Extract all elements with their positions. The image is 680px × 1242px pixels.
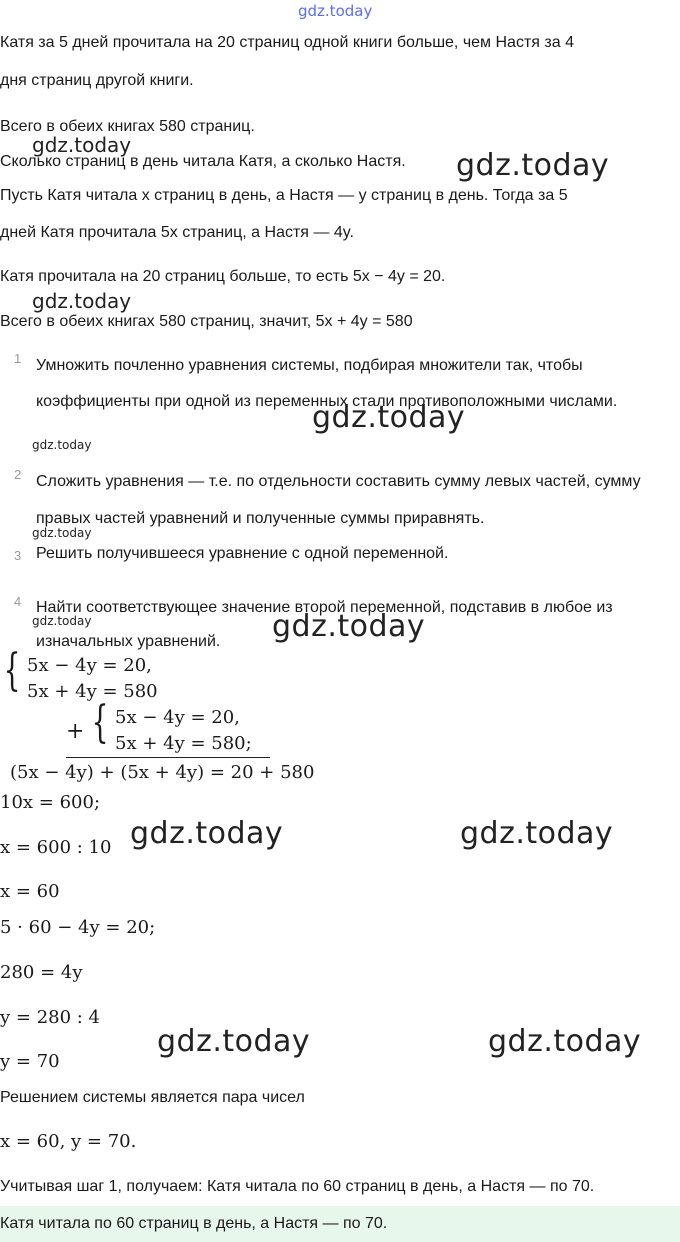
addition-equation-1: 5x − 4y = 20, bbox=[115, 707, 240, 728]
calc-line-6: y = 280 : 4 bbox=[0, 1007, 101, 1028]
solution-line-4: Всего в обеих книгах 580 страниц, значит, 5x + 4y = 580 bbox=[0, 313, 413, 330]
problem-line-4: Сколько страниц в день читала Катя, а сколько Настя. bbox=[0, 153, 406, 170]
watermark: gdz.today bbox=[32, 438, 92, 452]
watermark: gdz.today bbox=[456, 148, 610, 183]
watermark: gdz.today bbox=[32, 614, 92, 628]
answer-box bbox=[0, 1206, 680, 1242]
system-equation-1: 5x − 4y = 20, bbox=[27, 655, 152, 676]
calc-line-10: Учитывая шаг 1, получаем: Катя читала по 60 страниц в день, а Настя — по 70. bbox=[0, 1178, 595, 1195]
step-text: Сложить уравнения — т.е. по отдельности составить сумму левых частей, сумму правых частей уравнений и полученные суммы приравнять. bbox=[36, 473, 641, 527]
calc-line-4: 5 · 60 − 4y = 20; bbox=[0, 917, 156, 938]
solution-line-3: Катя прочитала на 20 страниц больше, то есть 5x − 4y = 20. bbox=[0, 268, 446, 285]
problem-line-1: Катя за 5 дней прочитала на 20 страниц одной книги больше, чем Настя за 4 bbox=[0, 34, 574, 51]
plus-sign: + bbox=[66, 719, 85, 744]
watermark: gdz.today bbox=[32, 289, 132, 313]
solution-line-2: дней Катя прочитала 5x страниц, а Настя — 4y. bbox=[0, 224, 354, 241]
step-text: Решить получившееся уравнение с одной переменной. bbox=[36, 545, 449, 562]
step-number: 4 bbox=[14, 594, 22, 609]
watermark: gdz.today bbox=[157, 1024, 311, 1059]
addition-line bbox=[66, 757, 270, 758]
calc-line-5: 280 = 4y bbox=[0, 962, 83, 983]
calc-line-1: 10x = 600; bbox=[0, 792, 101, 813]
watermark: gdz.today bbox=[312, 400, 466, 435]
watermark-top: gdz.today bbox=[298, 2, 373, 20]
watermark: gdz.today bbox=[272, 609, 426, 644]
watermark: gdz.today bbox=[32, 133, 132, 157]
watermark: gdz.today bbox=[488, 1024, 642, 1059]
calc-line-3: x = 60 bbox=[0, 881, 60, 902]
step-number: 1 bbox=[14, 351, 22, 366]
calc-line-9: x = 60, y = 70. bbox=[0, 1131, 137, 1152]
watermark: gdz.today bbox=[460, 816, 614, 851]
system-brace: { bbox=[3, 645, 21, 696]
calc-line-2: x = 600 : 10 bbox=[0, 837, 112, 858]
watermark: gdz.today bbox=[130, 816, 284, 851]
addition-brace: { bbox=[91, 697, 109, 748]
solution-line-1: Пусть Катя читала x страниц в день, а Настя — y страниц в день. Тогда за 5 bbox=[0, 187, 568, 204]
step-text: Умножить почленно уравнения системы, подбирая множители так, чтобы коэффициенты при одной из переменных стали противоположными числами. bbox=[36, 357, 618, 410]
watermark: gdz.today bbox=[32, 526, 92, 540]
problem-line-2: дня страниц другой книги. bbox=[0, 72, 194, 89]
step-number: 3 bbox=[14, 548, 22, 563]
step-text: Найти соответствующее значение второй переменной, подставив в любое из изначальных уравнений. bbox=[36, 599, 613, 650]
system-equation-2: 5x + 4y = 580 bbox=[27, 681, 158, 702]
calc-line-7: y = 70 bbox=[0, 1051, 60, 1072]
answer-text: Катя читала по 60 страниц в день, а Настя — по 70. bbox=[0, 1215, 388, 1232]
problem-line-3: Всего в обеих книгах 580 страниц. bbox=[0, 118, 255, 135]
addition-equation-2: 5x + 4y = 580; bbox=[115, 733, 252, 754]
step-number: 2 bbox=[14, 467, 22, 482]
calc-line-8: Решением системы является пара чисел bbox=[0, 1089, 305, 1106]
sum-equation: (5x − 4y) + (5x + 4y) = 20 + 580 bbox=[10, 762, 315, 783]
